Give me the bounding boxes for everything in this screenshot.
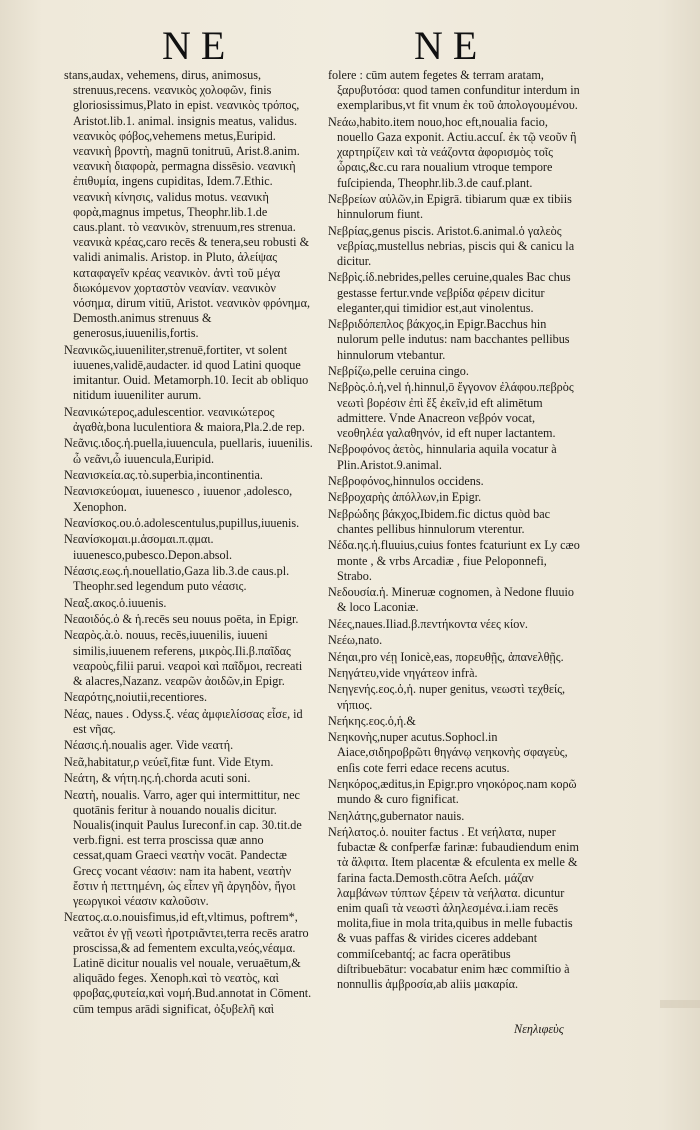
dictionary-entry: Νεηγάτευ,vide νηγάτεον infrà.: [328, 665, 478, 680]
dictionary-entry: Νεανισκεία.ας.τὸ.superbia,incontinentia.: [64, 468, 263, 483]
catchword: Νεηλιφεὺς: [514, 1022, 564, 1036]
dictionary-entry: Νεβρὸς.ὁ.ἡ,vel ἡ.hinnul,ō ἔγγονον ἐλάφου.πεβρὸς νεωτὶ βορέσιν ἐπὶ ἔξ ἐκεῖν,id eft alimētum admittere. Vnde Anacreon νεβρόν vocat, νεοθηλέα γαλαθηνόν, id eft nuper lactantem.: [328, 380, 574, 440]
dictionary-entry: Νεανίσκος.ου.ὁ.adolescentulus,pupillus,iuuenis.: [64, 516, 300, 531]
dictionary-entry: Νεανίσκομαι.μ.ἀσομαι.π.ᾳμαι. iuuenesco,pubesco.Depon.absol.: [64, 532, 233, 562]
dictionary-entry: Νεανικώτερος,adulescentior. νεανικώτερος ἀγαθὰ,bona luculentiora & maiora,Pla.2.de rep.: [64, 404, 305, 435]
dictionary-entry: Νέηαι,pro νέῃ Ionicè,eas, πορευθῇς, ἀπανελθῇς.: [328, 649, 564, 664]
dictionary-entry: Νεβρίας,genus piscis. Aristot.6.animal.ὁ γαλεὸς νεβρίας,mustellus nebrias, piscis qui & canicu la dicitur.: [328, 223, 575, 268]
dictionary-entry: Νεηκόρος,æditus,in Epigr.pro νηοκόρος.nam κορῶ mundo & curo fignificat.: [328, 777, 577, 807]
dictionary-entry: Νεηλάτης,gubernator nauis.: [328, 808, 465, 823]
dictionary-entry: Νεβροφόνος ἀετὸς, hinnularia aquila vocatur à Plin.Aristot.9.animal.: [328, 442, 557, 472]
dictionary-entry: Νεέω,nato.: [328, 633, 383, 648]
dictionary-entry: Νεαξ.ακος.ὁ.iuuenis.: [64, 595, 167, 610]
dictionary-entry: Νεαοιδός.ὁ & ἡ.recēs seu nouus poēta, in Epigr.: [64, 611, 299, 626]
dictionary-entry: Νεδουσία.ἡ. Mineruæ cognomen, à Nedone fluuio & loco Laconiæ.: [328, 585, 574, 615]
dictionary-entry: Νεαρότης,noiutii,recentiores.: [64, 690, 208, 705]
running-head-right: NE: [414, 23, 488, 68]
dictionary-entry: Νεβρώδης βάκχος,Ibidem.fic dictus quòd bac chantes pellibus hinnulorum vterentur.: [328, 506, 551, 536]
dictionary-entry: Νεηκονὴς,nuper acutus.Sophocl.in Aiace,σιδηροβρῶτι θηγάνῳ νεηκονὴς σφαγεὺς, enſis cote ferri edace recens acutus.: [328, 730, 568, 775]
page-edge-mark: [660, 1000, 700, 1008]
running-head-left: NE: [162, 23, 236, 68]
dictionary-entry: Νεαρὸς.ὰ.ὸ. nouus, recēs,iuuenilis, iuueni similis,iuuenem referens, μικρὸς.Ili.β.παῖδας νεαροὺς,filii parui. νεαροὶ καὶ παῖδμοι, recreati & alacres,Nazanz. νεαρῶν ἀοιδῶν,in Epigr.: [64, 628, 303, 688]
dictionary-entry: Νεβρὶς.ίδ.nebrides,pelles ceruine,quales Bac chus gestasse fertur.vnde νεβρίδα φέρειν dicitur eleganter,qui timidior est,aut vinolentus.: [328, 270, 571, 315]
dictionary-entry: Νεανισκεύομαι, iuuenesco , iuuenor ,adolesco, Xenophon.: [64, 484, 293, 514]
dictionary-entry: Νεανικῶς,iuueniliter,strenuē,fortiter, vt solent iuuenes,validē,audacter. id quod Latini quoque imitantur. Ouid. Metamorph.10. Iecit ab obliquo nitidum iuueniliter aurum.: [64, 342, 309, 403]
dictionary-entry: Νεβροχαρὴς ἀπόλλων,in Epigr.: [328, 490, 482, 505]
dictionary-entry: Νέδα.ης.ἡ.fluuius,cuius fontes fcaturiunt ex Ly cæo monte , & vrbs Arcadiæ , fiue Peloponnefi, Strabo.: [328, 538, 580, 583]
dictionary-entry: Νεάτη, & νήτη.ης.ἡ.chorda acuti soni.: [64, 771, 251, 786]
dictionary-entry: Νεατὴ, noualis. Varro, ager qui intermittitur, nec quotānis feritur à nouando noualis dicitur. Noualis(inquit Paulus Iureconf.in cap. 30.tit.de verb.figni. est terra proscissa quæ anno cessat,quam Graeci νεατὴν vocāt. Pandectæ Grecç vocant νέασιν: nam ita habent, νεατὴν ἔστιν ἡ πεττημένη, ὡς εἶπεν γῆ ἀργηδὸν, ἤγοι γεωργικοὶ νέασιν καλοῦσιν.: [64, 787, 302, 908]
dictionary-entry: Νέασις.ἡ.noualis ager. Vide νεατή.: [64, 738, 234, 753]
dictionary-entry: Νεᾶ,habitatur,ρ νεύεῖ,fitæ funt. Vide Etym.: [64, 754, 274, 769]
dictionary-entry: Νεβριδόπεπλος βάκχος,in Epigr.Bacchus hin nulorum pelle indutus: nam bacchantes pellibus hinnulorum vtebantur.: [328, 317, 570, 362]
left-column: [64, 68, 314, 1018]
dictionary-entry: Νεβρείων αὐλῶν,in Epigrā. tibiarum quæ ex tibiis hinnulorum fiunt.: [328, 192, 572, 222]
dictionary-entry: Νεβροφόνος,hinnulos occidens.: [328, 473, 484, 488]
dictionary-entry: Νεηγενής.εος.ὁ,ἡ. nuper genitus, νεωστὶ τεχθείς, νήπιος.: [328, 682, 566, 712]
dictionary-entry: Νέασις.εως.ἡ.nouellatio,Gaza lib.3.de caus.pl. Theophr.sed legendum puto νέασις.: [64, 564, 290, 594]
dictionary-entry: Νέες,naues.Iliad.β.πεντήκοντα νέες κίον.: [328, 616, 528, 631]
dictionary-entry: Νεήλατος.ὁ. nouiter factus . Et νεήλατα, nuper fubactæ & confperfæ farinæ: fubaudiendum enim τὰ ἄλφιτα. Item placentæ & efculenta ex melle & farina facta.Demosth.cōtra Aeſch. μάζαν λαμβάνων τύπτων ξέρειν τὰ νεήλατα. dicuntur enim quaſi τὰ νεωστὶ ἀληλεσμένα.i.iam recēs molita,fiue in mola trita,quibus in melle fubactis & vuas paffas & virides ciceres addebant commiſcebantq́; ac facra operātibus diſtribuebātur: vocabatur enim hæc commiſtio à nonnullis ἀμβροσία,ab aliis μακαρία.: [328, 825, 579, 992]
dictionary-entry: Νεβρίζω,pelle ceruina cingo.: [328, 363, 469, 378]
dictionary-entry: folere : cūm autem fegetes & terram aratam, ξαρυβυτόσα: quod tamen confunditur interdum in exemplaribus,vt fit vnum ἐκ τοῦ ἀπολογουμένου.: [328, 68, 580, 113]
dictionary-entry: Νεήκης.εος.ὁ,ἡ.&: [328, 713, 416, 728]
dictionary-entry: stans,audax, vehemens, dirus, animosus, strenuus,recens. νεανικὸς χολοφῶν, finis gloriosissimus,Plato in epist. νεανικὸς τρόπος, Aristot.lib.1. animal. insignis meatus, validus. νεανικὸς φόβος,vehemens metus,Euripid. νεανικὴ βροντὴ, magnū tonitruū, Arist.8.anim. νεανικὴ διαφορὰ, permagna dissēsio. νεανικὴ ἐπιθυμία, ingens cupiditas, Idem.7.Ethic. νεανικὴ κίνησις, validus motus. νεανικὴ φορὰ,magnus impetus, Theophr.lib.1.de caus.plant. τὸ νεανικὸν, strenuum,res strenua. νεανικὰ κρέας,caro recēs & tenera,seu robusti & validi animalis. Aristop. in Pluto, ἀλείψας καταφαγεῖν κρέας νεανικὸν. ἀντὶ τοῦ μέγα διωκόμενον χορταστὸν νεανίαν. νεανικὸν νόσημα, dirum vitiū, Aristot. νεανικὸν φρόνημα, Demosth.animus strenuus & generosus,iuuenilis,fortis.: [64, 68, 311, 341]
dictionary-entry: Νεᾶνις.ιδος.ἡ.puella,iuuencula, puellaris, iuuenilis. ὦ νεᾶνι,ὦ iuuencula,Euripid.: [64, 436, 313, 466]
dictionary-entry: Νεατος.α.ο.nouisfimus,id eft,vltimus, poftrem*, νεᾶτοι ἐν γῇ νεωτὶ ἠροτριᾶντει,terra recēs aratro proscissa,& ad fementem exculta,νεός,νέαμα. Latinē dicitur noualis vel nouale, veruaētum,& aliquādo feges. Xenoph.καὶ τὸ νεατὸς, καὶ φροβας,φυτεία,καὶ νομή.Bud.annotat in Cōment. cūm tempus arādi significat, ὀξυβελῆ καὶ: [64, 910, 312, 1016]
dictionary-entry: Νέας, naues . Odyss.ξ. νέας ἀμφιελίσσας εἷσε, id est νῆας.: [64, 706, 303, 736]
dictionary-entry: Νεάω,habito.item nouo,hoc eft,noualia facio, nouello Gaza exponit. Actiu.accuſ. ἐκ τῷ νεοῦν ἢ χαρτηρίζειν καὶ τὰ νεάζοντα ἀφορισμὸς τοῖς ὧραις,&c.cu rara noualium vtroque tempore fuſcipienda, Theophr.lib.3.de cauf.plant.: [328, 114, 577, 190]
right-column: [328, 68, 580, 993]
